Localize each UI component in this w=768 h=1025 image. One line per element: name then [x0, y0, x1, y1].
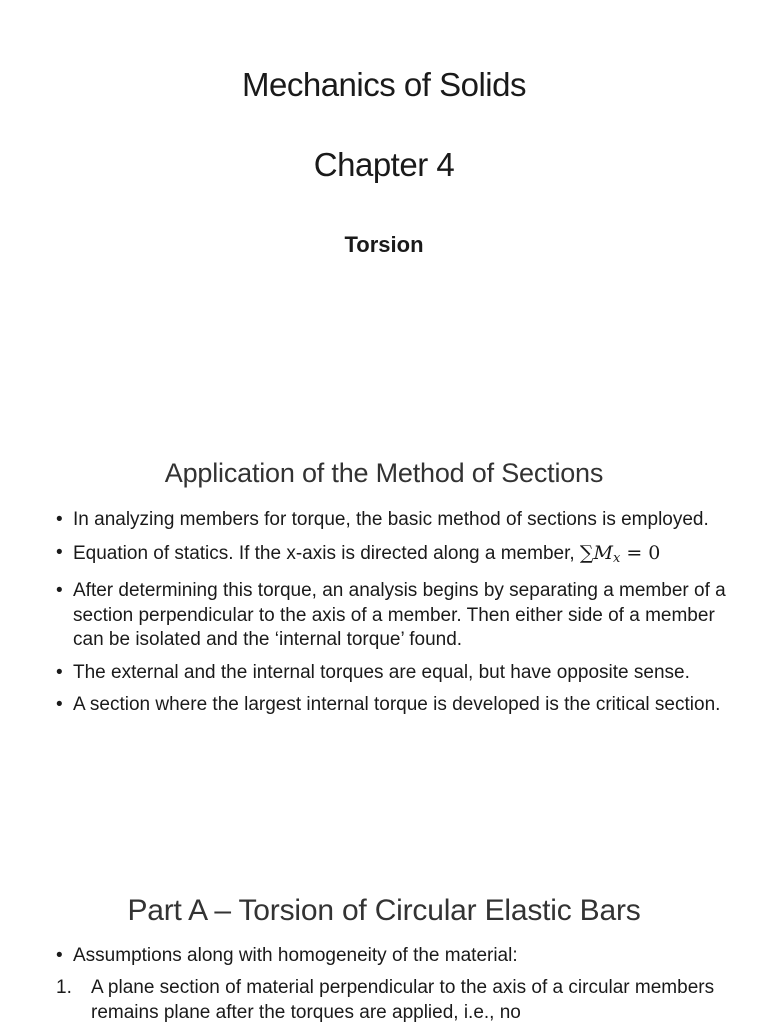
bullet-item: • The external and the internal torques are equal, but have opposite sense. — [56, 661, 746, 686]
numbered-item: 1. A plane section of material perpendicular to the axis of a circular members remains plane after the torques are applied, i.e., no — [56, 977, 715, 1023]
section-title: Application of the Method of Sections — [164, 458, 604, 488]
numbered-list — [56, 976, 746, 1025]
moment-equation: $\sum M_x = 0$ — [579, 541, 661, 566]
bullet-item: • After determining this torque, an analysis begins by separating a member of a section perpendicular to the axis of a member. Then either side of a member can be isolated and the ‘internal torque’ found. — [56, 580, 726, 650]
bullet-item: • Assumptions along with homogeneity of the material: — [56, 944, 746, 969]
bullet-list — [56, 508, 746, 726]
bullet-icon: • — [56, 945, 63, 966]
section-torsion-circular-bars — [0, 840, 768, 1024]
topic-title: Torsion — [344, 232, 424, 257]
bullet-item: • A section where the largest internal torque is developed is the critical section. — [56, 693, 746, 718]
title-slide — [0, 0, 768, 420]
bullet-list — [56, 944, 746, 977]
bullet-icon: • — [56, 694, 63, 715]
bullet-item: • In analyzing members for torque, the basic method of sections is employed. — [56, 508, 746, 533]
section-title: Part A – Torsion of Circular Elastic Bars — [127, 894, 641, 927]
course-title: Mechanics of Solids — [242, 66, 526, 103]
chapter-title: Chapter 4 — [313, 146, 455, 183]
bullet-icon: • — [56, 541, 63, 563]
section-method-of-sections — [0, 420, 768, 840]
bullet-item: • Equation of statics. If the x-axis is directed along a member, $\sum M_x = 0$ — [56, 541, 661, 566]
bullet-icon: • — [56, 509, 63, 530]
bullet-icon: • — [56, 661, 63, 683]
bullet-icon: • — [56, 580, 63, 601]
